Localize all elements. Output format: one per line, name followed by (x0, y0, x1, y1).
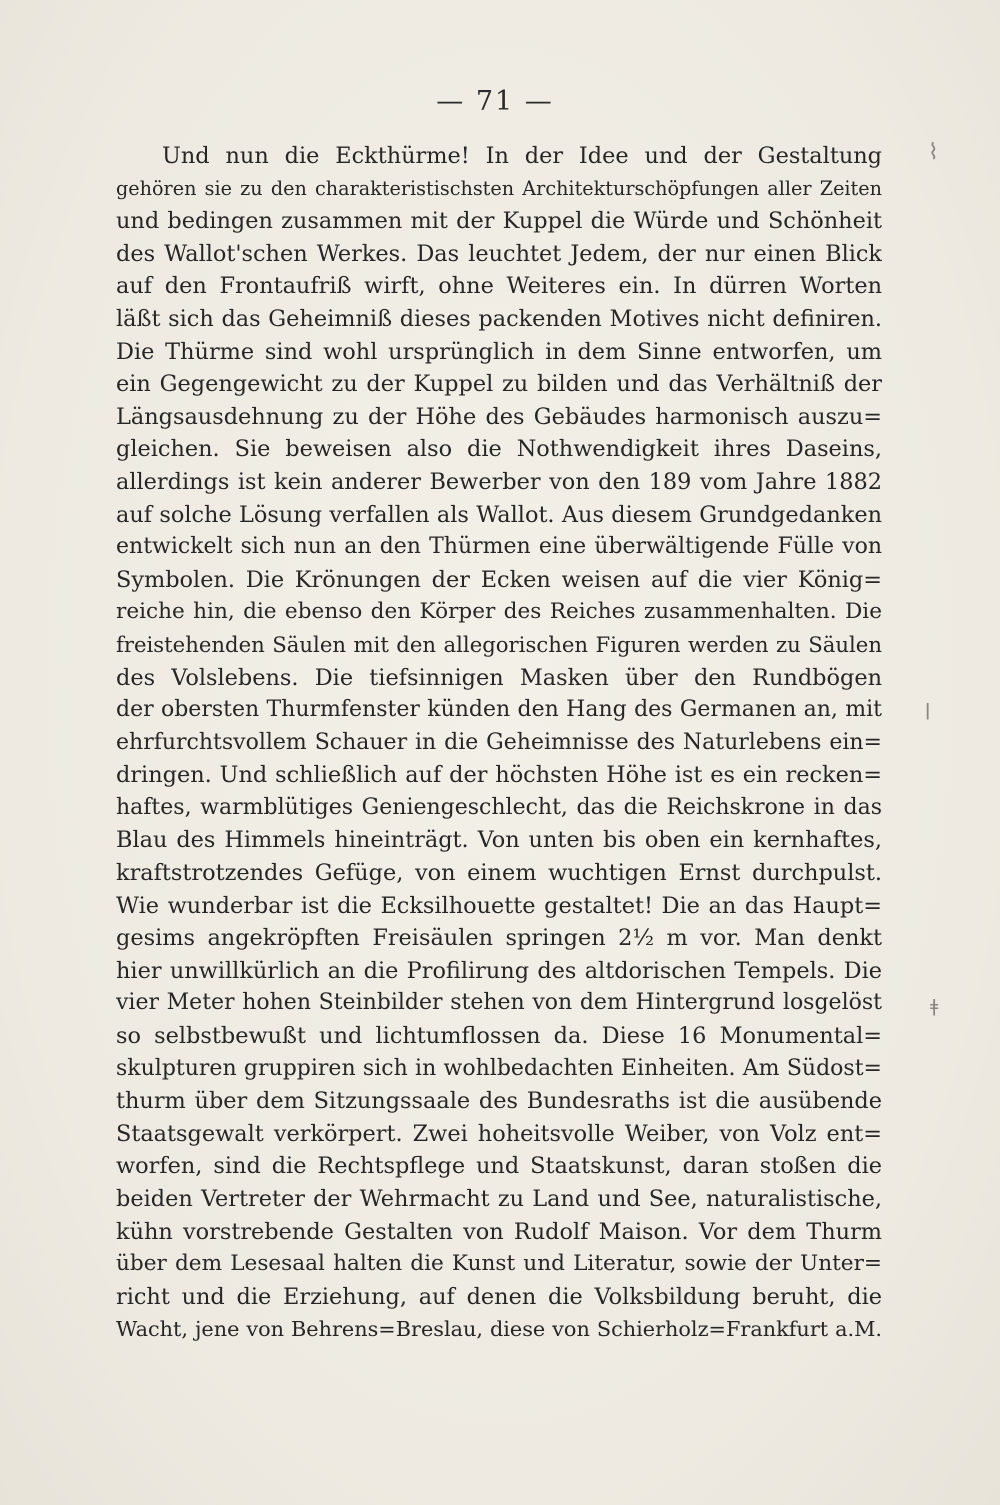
text-line: so selbstbewußt und lichtumflossen da. Diese 16 Monumental= (116, 1023, 882, 1050)
text-line: vier Meter hohen Steinbilder stehen von dem Hintergrund losgelöst (116, 990, 882, 1016)
text-line: dringen. Und schließlich auf der höchsten Höhe ist es ein recken= (116, 762, 882, 789)
text-line: Wacht, jene von Behrens=Breslau, diese von Schierholz=Frankfurt a.M. (116, 1317, 882, 1342)
text-line: gesims angekröpften Freisäulen springen 2½ m vor. Man denkt (116, 925, 882, 952)
text-line: des Volslebens. Die tiefsinnigen Masken über den Rundbögen (116, 664, 882, 691)
text-line: reiche hin, die ebenso den Körper des Reiches zusammenhalten. Die (116, 599, 882, 625)
text-line: gleichen. Sie beweisen also die Nothwendigkeit ihres Daseins, (116, 436, 882, 463)
text-line: Staatsgewalt verkörpert. Zwei hoheitsvolle Weiber, von Volz ent= (116, 1120, 882, 1147)
text-line: und bedingen zusammen mit der Kuppel die Würde und Schönheit (116, 208, 882, 235)
text-line: kraftstrotzendes Gefüge, von einem wuchtigen Ernst durchpulst. (116, 860, 882, 887)
text-line: hier unwillkürlich an die Profilirung des altdorischen Tempels. Die (116, 957, 882, 984)
margin-mark-icon: ⌇ (928, 140, 939, 165)
margin-mark-icon: ǂ (930, 996, 939, 1017)
text-line: auf solche Lösung verfallen als Wallot. Aus diesem Grundgedanken (116, 501, 882, 528)
page-number: — 71 — (436, 86, 554, 117)
text-line: ein Gegengewicht zu der Kuppel zu bilden und das Verhältniß der (116, 371, 882, 398)
text-line: entwickelt sich nun an den Thürmen eine überwältigende Fülle von (116, 534, 882, 560)
text-line: freistehenden Säulen mit den allegorischen Figuren werden zu Säulen (116, 631, 882, 657)
text-line: worfen, sind die Rechtspflege und Staatskunst, daran stoßen die (116, 1153, 882, 1180)
text-line: läßt sich das Geheimniß dieses packenden Motives nicht definiren. (116, 305, 882, 332)
text-line: Und nun die Eckthürme! In der Idee und der Gestaltung (162, 143, 882, 169)
text-line: über dem Lesesaal halten die Kunst und Literatur, sowie der Unter= (116, 1251, 882, 1277)
text-line: richt und die Erziehung, auf denen die Volksbildung beruht, die (116, 1283, 882, 1310)
text-line: beiden Vertreter der Wehrmacht zu Land und See, naturalistische, (116, 1186, 882, 1212)
text-line: auf den Frontaufriß wirft, ohne Weiteres ein. In dürren Worten (116, 273, 882, 300)
text-line: allerdings ist kein anderer Bewerber von den 189 vom Jahre 1882 (116, 468, 882, 495)
text-line: ehrfurchtsvollem Schauer in die Geheimnisse des Naturlebens ein= (116, 729, 882, 755)
text-line: thurm über dem Sitzungssaale des Bundesraths ist die ausübende (116, 1088, 882, 1115)
text-line: gehören sie zu den charakteristischsten Architekturschöpfungen aller Zeiten (116, 176, 882, 200)
body-text (116, 140, 882, 1346)
margin-mark-icon: ǀ (925, 700, 931, 721)
text-line: haftes, warmblütiges Geniengeschlecht, das die Reichskrone in das (116, 794, 882, 820)
text-line: Symbolen. Die Krönungen der Ecken weisen auf die vier König= (116, 566, 882, 593)
text-line: Wie wunderbar ist die Ecksilhouette gestaltet! Die an das Haupt= (116, 892, 882, 919)
text-line: kühn vorstrebende Gestalten von Rudolf Maison. Vor dem Thurm (116, 1218, 882, 1245)
text-line: Die Thürme sind wohl ursprünglich in dem Sinne entworfen, um (116, 338, 882, 365)
text-line: der obersten Thurmfenster künden den Hang des Germanen an, mit (116, 697, 882, 723)
text-line: des Wallot'schen Werkes. Das leuchtet Jedem, der nur einen Blick (116, 240, 882, 267)
text-line: Blau des Himmels hineinträgt. Von unten bis oben ein kernhaftes, (116, 827, 882, 854)
text-line: Längsausdehnung zu der Höhe des Gebäudes harmonisch auszu= (116, 403, 882, 430)
text-line: skulpturen gruppiren sich in wohlbedachten Einheiten. Am Südost= (116, 1055, 882, 1081)
